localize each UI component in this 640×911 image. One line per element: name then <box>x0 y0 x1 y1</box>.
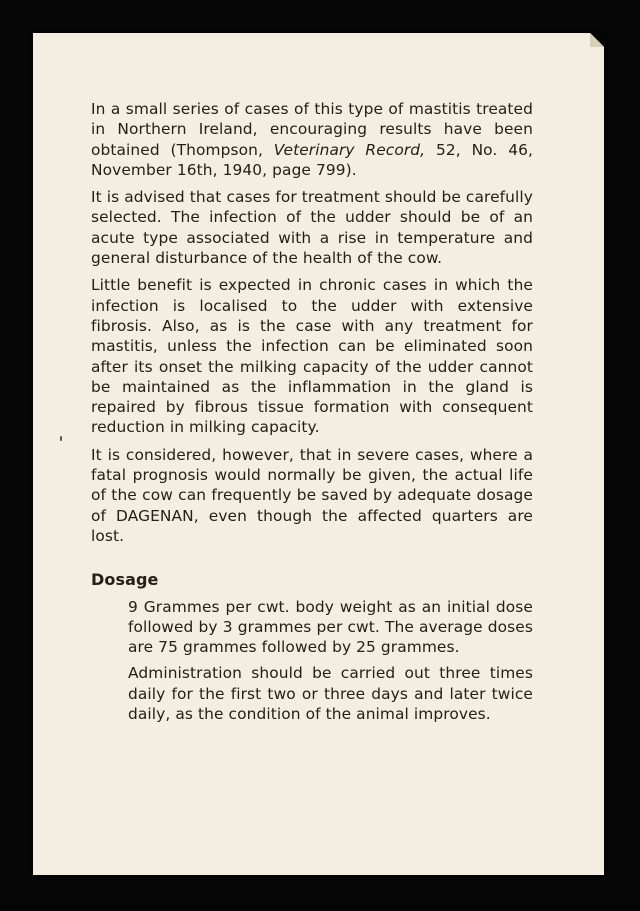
dosage-heading: Dosage <box>91 570 159 590</box>
paragraph-text: In a small series of cases of this type of mastitis treated in Northern Ireland, encouraging results have been obtained (Thompson, <box>91 100 533 159</box>
dosage-amounts: 9 Grammes per cwt. body weight as an initial dose followed by 3 grammes per cwt. The average doses are 75 grammes followed by 25 grammes. <box>128 597 533 657</box>
paragraph-severe-cases: It is considered, however, that in severe cases, where a fatal prognosis would normally be given, the actual life of the cow can frequently be saved by adequate dosage of DAGENAN, even though the affected quarters are lost. <box>91 445 533 545</box>
document-page <box>33 33 604 875</box>
journal-title: Veterinary Record, <box>273 140 426 159</box>
paragraph-study-results <box>91 99 533 180</box>
dosage-administration: Administration should be carried out three times daily for the first two or three days and later twice daily, as the condition of the animal improves. <box>128 664 533 724</box>
page-blemish-mark <box>60 436 62 441</box>
paragraph-text: 52, No. 46, November 16th, 1940, page 799). <box>91 140 534 179</box>
paragraph-case-selection: It is advised that cases for treatment should be carefully selected. The infection of the udder should be of an acute type associated with a rise in temperature and general disturbance of the health of the cow. <box>91 188 533 268</box>
document-body <box>91 99 533 730</box>
paragraph-chronic-cases: Little benefit is expected in chronic cases in which the infection is localised to the udder with extensive fibrosis. Also, as is the case with any treatment for mastitis, unless the infection can be eliminated soon after its onset the milking capacity of the udder cannot be maintained as the inflammation in the gland is repaired by fibrous tissue formation with consequent reduction in milking capacity. <box>91 276 533 437</box>
